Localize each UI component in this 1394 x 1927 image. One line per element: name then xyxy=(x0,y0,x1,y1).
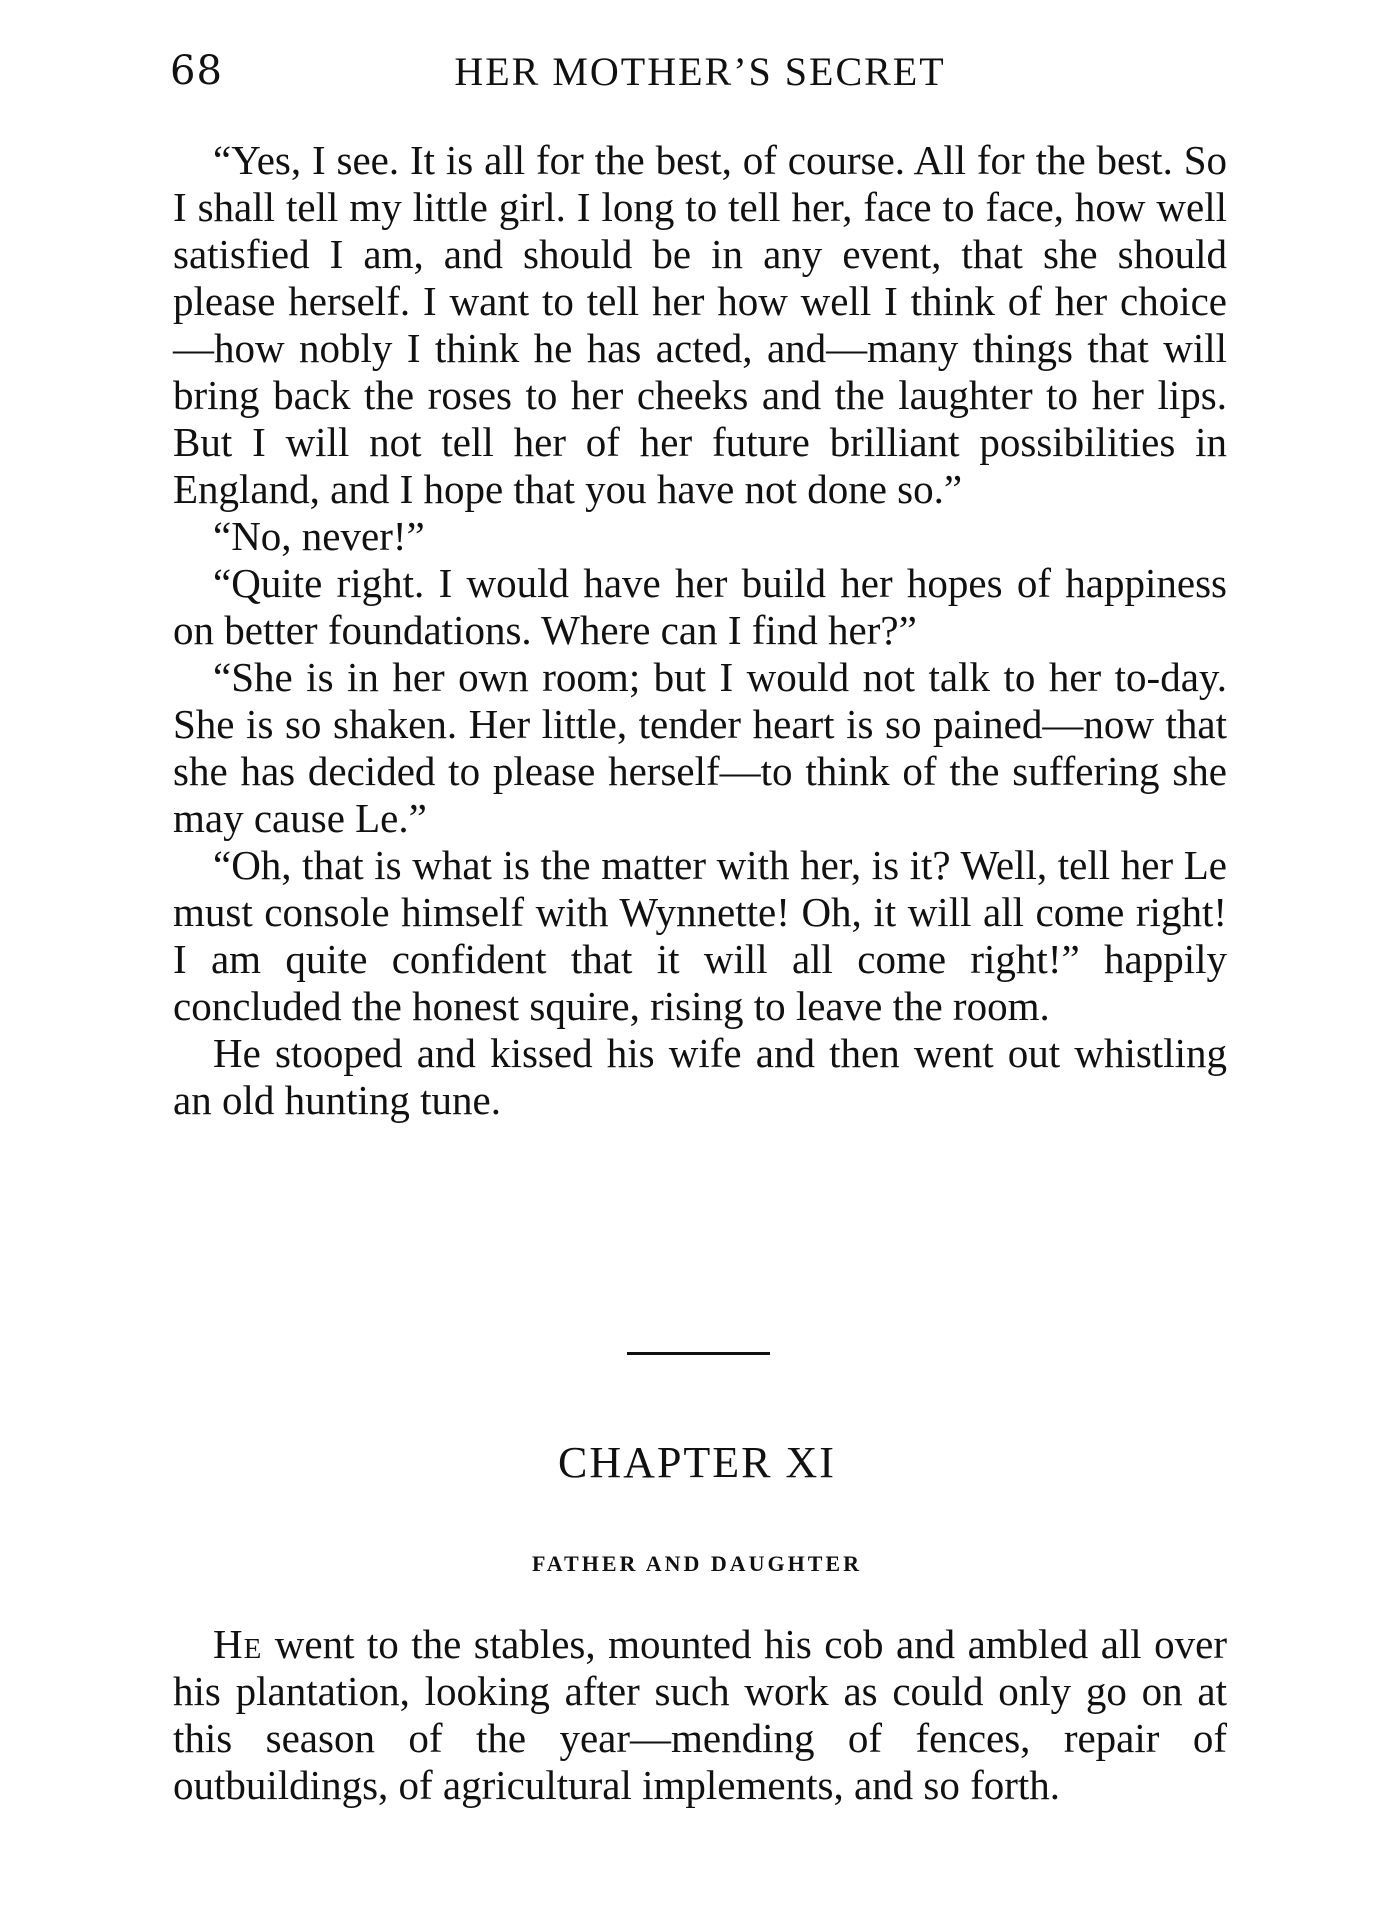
section-divider xyxy=(627,1352,770,1355)
paragraph: “No, never!” xyxy=(213,513,425,559)
paragraph: “Yes, I see. It is all for the best, of course. All for the best. So I shall tell my little girl. I long to tell her, face to face, how well satisfied I am, and should be in any event, that she should please herself. I want to tell her how well I think of her choice—how nobly I think he has acted, and—many things that will bring back the roses to her cheeks and the laughter to her lips. But I will not tell her of her future brilliant possibilities in England, and I hope that you have not done so.” xyxy=(173,137,1227,512)
paragraph: “Oh, that is what is the matter with her, is it? Well, tell her Le must console himself with Wynnette! Oh, it will all come right! I am quite confident that it will all come right!” happily concluded the honest squire, rising to leave the room. xyxy=(173,842,1227,1029)
paragraph: “She is in her own room; but I would not talk to her to-day. She is so shaken. Her little, tender heart is so pained—now that she has decided to please herself—to think of the suffering she may cause Le.” xyxy=(173,654,1227,841)
running-title: HER MOTHER’S SECRET xyxy=(454,49,946,94)
page-number: 68 xyxy=(170,48,223,94)
paragraph: He stooped and kissed his wife and then went out whistling an old hunting tune. xyxy=(173,1030,1227,1123)
opening-word: He xyxy=(213,1621,263,1667)
chapter-title: CHAPTER XI xyxy=(558,1438,836,1487)
body-text-upper xyxy=(173,137,1227,1124)
page-header xyxy=(170,48,1230,104)
chapter-subtitle: FATHER AND DAUGHTER xyxy=(532,1551,862,1576)
chapter-opening-paragraph xyxy=(173,1621,1227,1809)
opening-paragraph-text: went to the stables, mounted his cob and ambled all over his plantation, looking after such work as could only go on at this season of the year—mending of fences, repair of outbuildings, of agricultural implements, and so forth. xyxy=(173,1621,1227,1808)
body-text-lower xyxy=(173,1621,1227,1809)
paragraph: “Quite right. I would have her build her hopes of happiness on better foundations. Where can I find her?” xyxy=(173,560,1227,653)
